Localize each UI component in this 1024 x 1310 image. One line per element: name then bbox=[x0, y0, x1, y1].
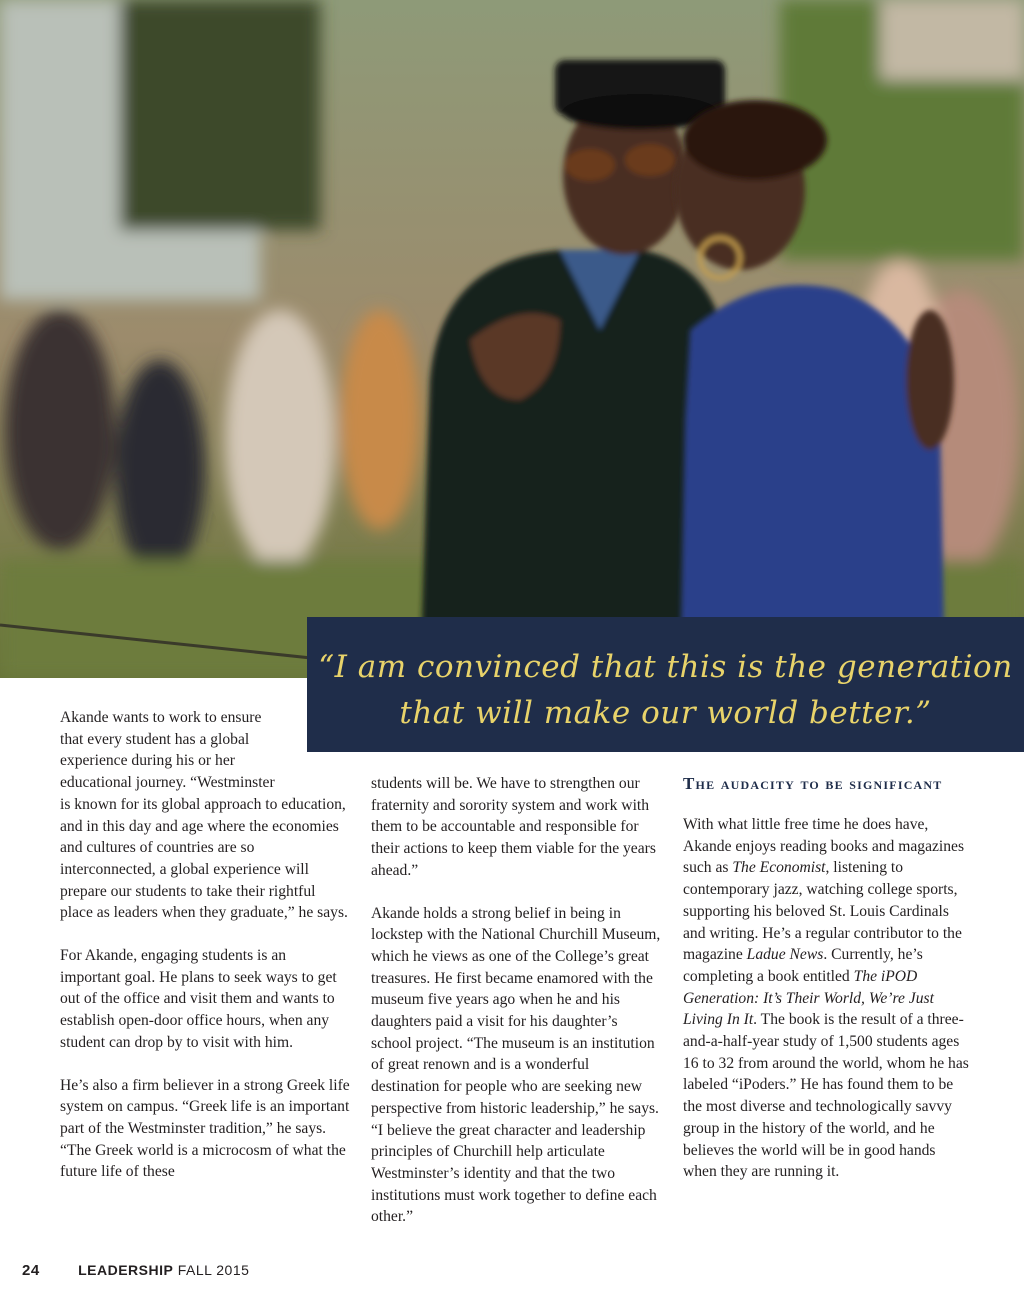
publication-title: Ladue News bbox=[746, 946, 824, 964]
book-title: The iPOD Generation: It’s Their World, We’re Just Living In It bbox=[683, 967, 934, 1029]
paragraph-engaging-students: For Akande, engaging students is an important goal. He plans to seek ways to get out of the office and visit them and wants to establish open-door office hours, when any student can drop by to visit with him. bbox=[60, 947, 337, 1051]
paragraph-global-experience bbox=[60, 707, 350, 924]
article-column-2 bbox=[371, 773, 661, 1249]
text-line: that every student has a global bbox=[60, 730, 250, 748]
paragraph-free-time bbox=[683, 814, 973, 1183]
pull-quote bbox=[307, 617, 1024, 752]
page-footer bbox=[22, 1262, 249, 1279]
publication-title: The Economist bbox=[732, 859, 826, 877]
pull-quote-line-2: that will make our world better.” bbox=[399, 694, 932, 731]
text-run: , listening to contemporary jazz, watching college sports, supporting his beloved St. Louis Cardinals and writing. He’s a regular contributor to the magazine bbox=[683, 859, 962, 964]
paragraph-lead-lines bbox=[60, 707, 275, 794]
issue-label: FALL 2015 bbox=[177, 1262, 250, 1278]
text-run: . Currently, he’s completing a book entitled bbox=[683, 946, 923, 985]
text-run: With what little free time he does have, Akande enjoys reading books and magazines such as bbox=[683, 816, 965, 877]
pull-quote-text bbox=[318, 634, 1012, 736]
paragraph-churchill-museum: Akande holds a strong belief in being in lockstep with the National Churchill Museum, which he views as one of the College’s great treasures. He first became enamored with the museum five years ago when he and his daughters paid a visit for his daughter’s school project. “The museum is an institution of great renown and is a wonderful destination for people who are seeking new perspective from historic leadership,” he says. “I believe the great character and leadership principles of Churchill help articulate Westminster’s identity and that the two institutions must work together to define each other.” bbox=[371, 904, 661, 1226]
text-run: . The book is the result of a three-and-a-half-year study of 1,500 students ages 16 to 32 from around the world, whom he has labeled “iPoders.” He has found them to be the most diverse and technologically savvy group in the history of the world, and he believes the world will be in good hands when they are running it. bbox=[683, 1011, 969, 1181]
paragraph-greek-life: He’s also a firm believer in a strong Greek life system on campus. “Greek life is an important part of the Westminster tradition,” he says. “The Greek world is a microcosm of what the future life of these bbox=[60, 1076, 350, 1181]
pull-quote-line-1: “I am convinced that this is the generation bbox=[318, 648, 1013, 685]
section-heading: The audacity to be significant bbox=[683, 774, 943, 793]
paragraph-greek-continued: students will be. We have to strengthen our fraternity and sorority system and work with them to be accountable and responsible for their actions to keep them viable for the years ahead.” bbox=[371, 775, 656, 879]
paragraph-continuation: is known for its global approach to education, and in this day and age where the economies and cultures of countries are so interconnected, a global experience will prepare our students to take their rightful place as leaders when they graduate,” he says. bbox=[60, 795, 348, 922]
publication-name: LEADERSHIP bbox=[78, 1262, 174, 1278]
article-column-1 bbox=[60, 707, 350, 1204]
text-line: Akande wants to work to ensure bbox=[60, 709, 262, 726]
article-column-3 bbox=[683, 773, 973, 1204]
text-line: experience during his or her bbox=[60, 752, 235, 770]
text-line: educational journey. “Westminster bbox=[60, 774, 275, 792]
page-number: 24 bbox=[22, 1262, 40, 1279]
